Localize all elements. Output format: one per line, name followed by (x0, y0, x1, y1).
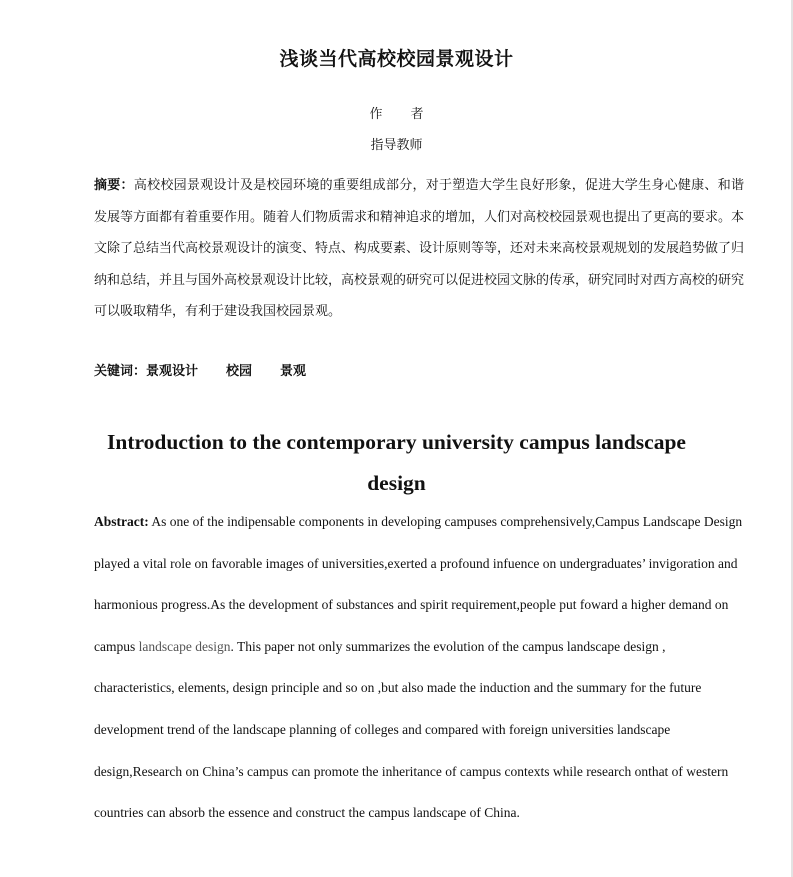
author-label-char-1: 作 (369, 107, 383, 122)
english-abstract (94, 501, 744, 834)
chinese-abstract (94, 170, 744, 328)
chinese-abstract-label: 摘要： (94, 178, 134, 193)
keyword-item: 校园 (226, 364, 253, 379)
author-label-char-2: 者 (410, 107, 424, 122)
author-line (0, 103, 793, 122)
keywords-label: 关键词： (94, 364, 147, 379)
english-abstract-text-2: . This paper not only summarizes the evolution of the campus landscape design , characteristics, elements, design principle and so on ,but also made the induction and the summary for the future development trend of the landscape planning of colleges and compared with foreign universities landscape design,Research on China’s campus can promote the inheritance of campus contexts while research onthat of western countries can absorb the essence and construct the campus landscape of China. (94, 638, 729, 821)
keyword-item: 景观 (280, 364, 307, 379)
english-abstract-label: Abstract: (94, 514, 149, 529)
advisor-line: 指导教师 (370, 138, 423, 153)
chinese-title: 浅谈当代高校校园景观设计 (279, 48, 514, 70)
keywords-line (94, 360, 306, 379)
english-title: Introduction to the contemporary university campus landscape design (107, 430, 686, 495)
keyword-item: 景观设计 (146, 364, 199, 379)
chinese-abstract-text: 高校校园景观设计及是校园环境的重要组成部分，对于塑造大学生良好形象，促进大学生身心健康、和谐发展等方面都有着重要作用。随着人们物质需求和精神追求的增加，人们对高校校园景观也提出了更高的要求。本文除了总结当代高校景观设计的演变、特点、构成要素、设计原则等等，还对未来高校景观规划的发展趋势做了归纳和总结，并且与国外高校景观设计比较，高校景观的研究可以促进校园文脉的传承，研究同时对西方高校的研究可以吸取精华，有利于建设我国校园景观。 (94, 178, 745, 319)
english-abstract-text-1: As one of the indipensable components in developing campuses comprehensively,Campus Landscape Design played a vital role on favorable images of universities,exerted a profound infuence on undergraduates’ invigoration and harmonious progress.As the development of substances and spirit requirement,people put foward a higher demand on campus (94, 514, 743, 654)
landscape-design-link[interactable]: landscape design (138, 638, 231, 654)
